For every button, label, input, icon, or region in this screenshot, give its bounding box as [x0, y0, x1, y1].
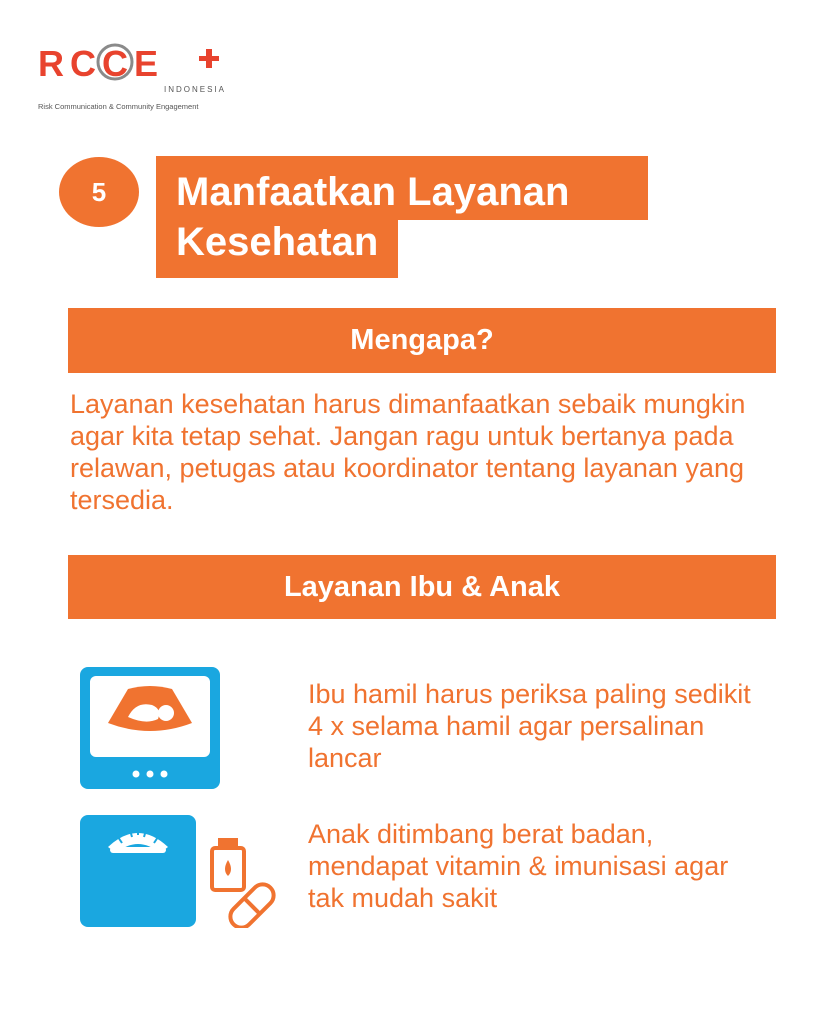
- why-heading: Mengapa?: [68, 308, 776, 373]
- ultrasound-monitor-icon: [80, 667, 220, 789]
- service-item-text: Anak ditimbang berat badan, mendapat vitamin & imunisasi agar tak mudah sakit: [308, 819, 729, 913]
- why-body-text: Layanan kesehatan harus dimanfaatkan sebaik mungkin agar kita tetap sehat. Jangan ragu untuk bertanya pada relawan, petugas atau koordinator tentang layanan yang tersedia.: [70, 389, 746, 515]
- services-heading: Layanan Ibu & Anak: [68, 555, 776, 619]
- step-number-badge: 5: [59, 157, 139, 227]
- medicine-bottle-and-capsule-icon: [206, 836, 278, 928]
- title-line-1: Manfaatkan Layanan: [156, 156, 648, 220]
- svg-text:RCCE: RCCE: [38, 43, 165, 84]
- weighing-scale-icon: [80, 815, 196, 927]
- rcce-logo: [36, 36, 236, 116]
- service-item-text: Ibu hamil harus periksa paling sedikit 4 x selama hamil agar persalinan lancar: [308, 679, 751, 773]
- page-title: [156, 156, 648, 277]
- logo-tagline: Risk Communication & Community Engagement: [38, 102, 199, 111]
- title-line-2: Kesehatan: [156, 220, 398, 278]
- logo-country: INDONESIA: [164, 85, 227, 94]
